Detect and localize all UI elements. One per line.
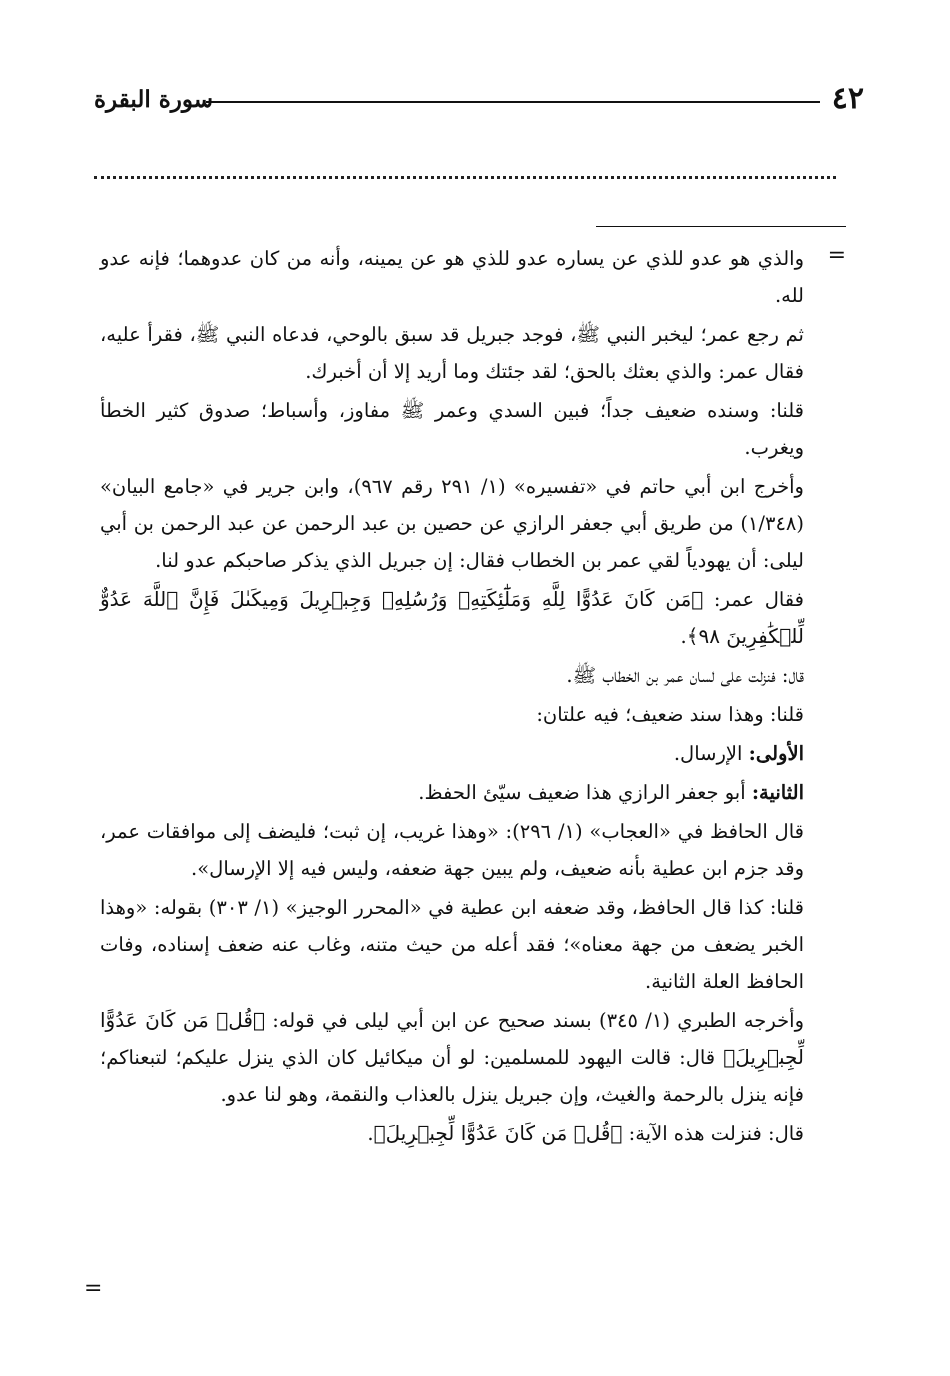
paragraph-lead: قال: فنزلت هذه الآية: (622, 1122, 804, 1145)
footnote-paragraph (100, 774, 804, 811)
page-number: ٤٢ (831, 81, 864, 116)
running-title: سورة البقرة (94, 86, 214, 113)
quran-verse: ﴿قُلۡ مَن كَانَ عَدُوًّا لِّجِبۡرِيلَ﴾ (100, 1008, 804, 1069)
quran-verse: ﴿مَن كَانَ عَدُوًّا لِلَّهِ وَمَلَٰٓئِكَتِهِۦ وَرُسُلِهِۦ وَجِبۡرِيلَ وَمِيكَىٰلَ فَإِنَّ ٱللَّهَ عَدُوٌّ لِّلۡكَٰفِرِينَ ٩٨﴾ (100, 587, 804, 648)
footnote-body (100, 240, 804, 1154)
footnote-paragraph: قلنا: وسنده ضعيف جداً؛ فبين السدي وعمر ﷺ مفاوز، وأسباط؛ صدوق كثير الخطأ ويغرب. (100, 399, 804, 459)
footnote-paragraph (100, 1002, 804, 1113)
footnote-paragraph: قلنا: كذا قال الحافظ، وقد ضعفه ابن عطية في «المحرر الوجيز» (١/ ٣٠٣) بقوله: «وهذا الخبر يضعف من جهة معناه»؛ فقد أعله من حيث متنه، وغاب عنه ضعف إسناده، وفات الحافظ العلة الثانية. (100, 896, 804, 993)
footnote-paragraph: ثم رجع عمر؛ ليخبر النبي ﷺ، فوجد جبريل قد سبق بالوحي، فدعاه النبي ﷺ، فقرأ عليه، فقال عمر: والذي بعثك بالحق؛ لقد جئتك وما أريد إلا أن أخبرك. (100, 323, 804, 383)
footnote-paragraph (100, 735, 804, 772)
item-label: الأولى: (748, 742, 804, 765)
paragraph-rest: قال: قالت اليهود للمسلمين: لو أن ميكائيل كان الذي ينزل عليكم؛ لتبعناكم؛ فإنه ينزل بالرحمة والغيث، وإن جبريل ينزل بالعذاب والنقمة، وهو لنا عدو. (100, 1046, 804, 1106)
paragraph-end: . (680, 625, 687, 648)
item-label: الثانية: (751, 781, 804, 804)
footnote-paragraph: قال: فنزلت على لسان عمر بن الخطاب ﷺ. (566, 664, 804, 687)
continuation-mark-bottom: = (84, 1276, 103, 1301)
header-rule (206, 101, 820, 103)
continuation-mark-top: = (827, 243, 846, 268)
quran-verse: ﴿قُلۡ مَن كَانَ عَدُوًّا لِّجِبۡرِيلَ﴾ (373, 1121, 623, 1145)
footnote-paragraph: قلنا: وهذا سند ضعيف؛ فيه علتان: (536, 703, 804, 726)
footnote-paragraph: قال الحافظ في «العجاب» (١/ ٢٩٦): «وهذا غريب، إن ثبت؛ فليضف إلى موافقات عمر، وقد جزم ابن عطية بأنه ضعيف، ولم يبين جهة ضعفه، وليس فيه إلا الإرسال». (100, 820, 804, 880)
footnote-separator (596, 226, 846, 227)
footnote-paragraph (100, 581, 804, 655)
item-text: الإرسال. (673, 742, 749, 765)
footnote-paragraph: والذي هو عدو للذي عن يساره عدو للذي هو عن يمينه، وأنه من كان عدوهما؛ فإنه عدو لله. (100, 247, 804, 307)
item-text: أبو جعفر الرازي هذا ضعيف سيّئ الحفظ. (418, 781, 752, 804)
footnote-paragraph: وأخرج ابن أبي حاتم في «تفسيره» (١/ ٢٩١ رقم ٩٦٧)، وابن جرير في «جامع البيان» (١/٣٤٨) من طريق أبي جعفر الرازي عن حصين بن عبد الرحمن عن عبد الرحمن بن أبي ليلى: أن يهودياً لقي عمر بن الخطاب فقال: إن جبريل الذي يذكر صاحبكم عدو لنا. (100, 475, 804, 572)
paragraph-lead: فقال عمر: (703, 588, 804, 611)
paragraph-lead: وأخرجه الطبري (١/ ٣٤٥) بسند صحيح عن ابن أبي ليلى في قوله: (264, 1009, 804, 1032)
dotted-separator (94, 176, 836, 179)
paragraph-end: . (367, 1122, 374, 1145)
footnote-paragraph (100, 1115, 804, 1152)
